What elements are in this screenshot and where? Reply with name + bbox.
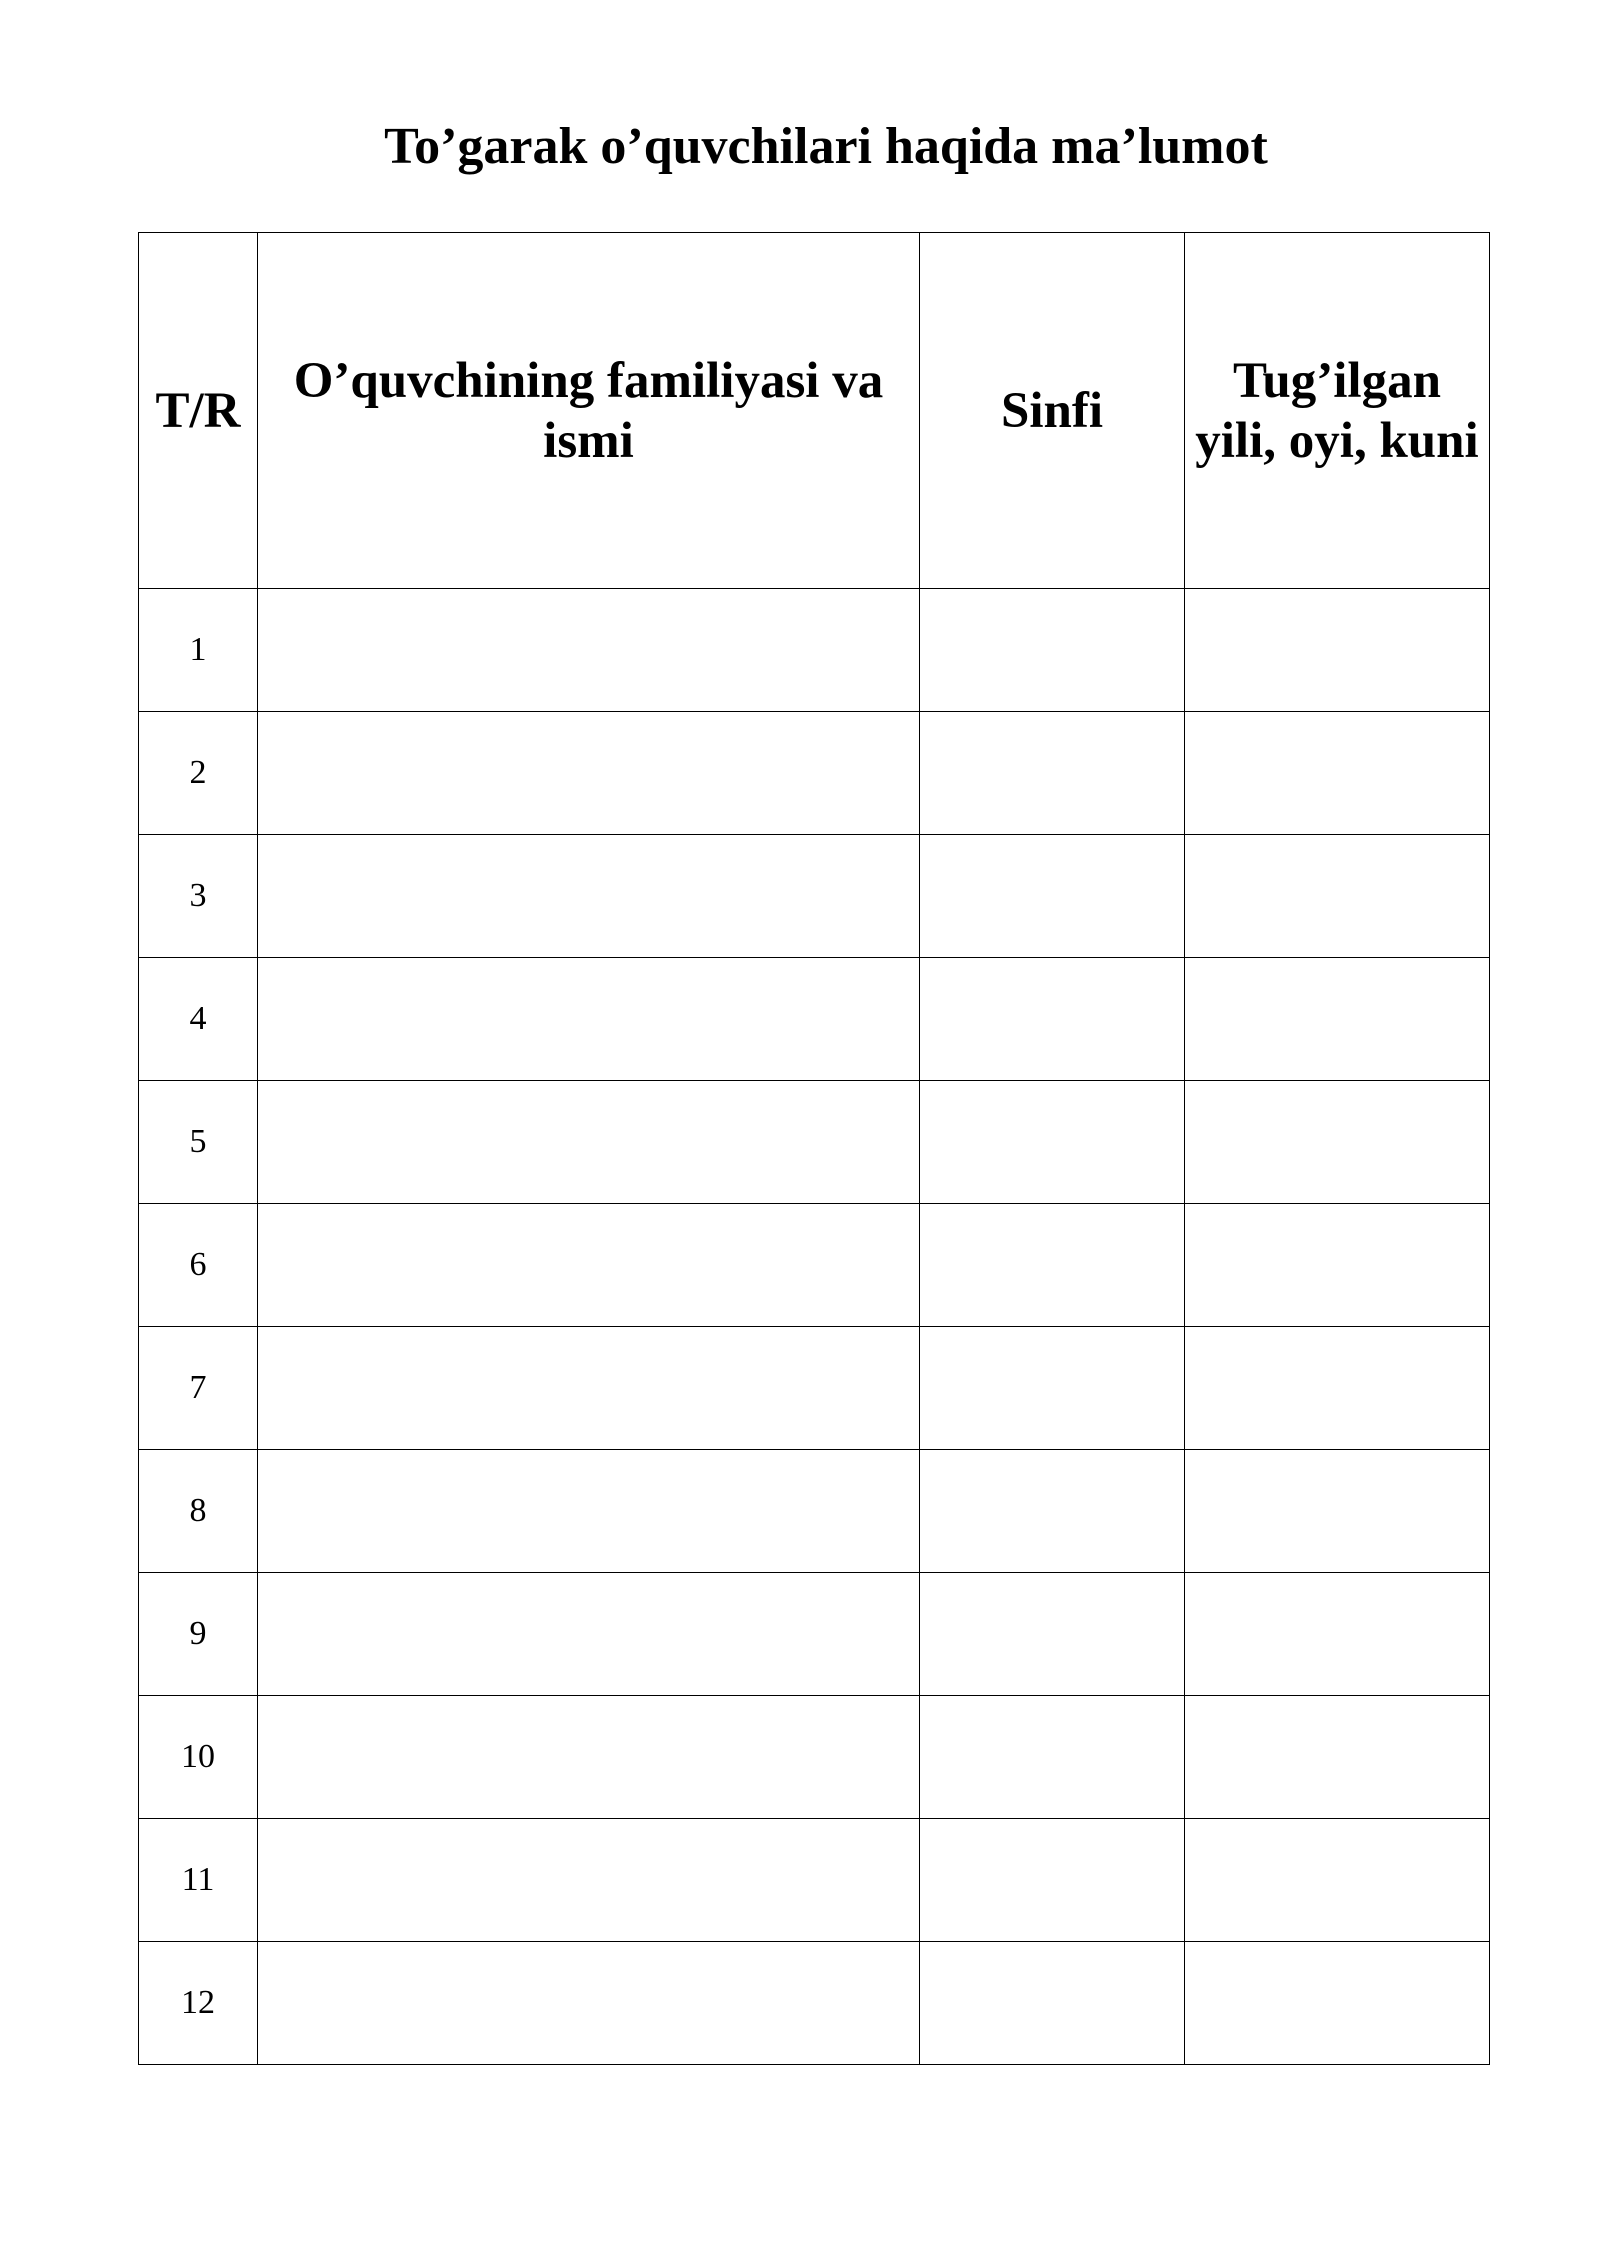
header-full-name: O’quvchining familiyasi va ismi bbox=[258, 233, 920, 589]
class-cell[interactable] bbox=[920, 1327, 1185, 1450]
table-row bbox=[139, 1327, 1490, 1450]
full-name-cell[interactable] bbox=[258, 835, 920, 958]
class-cell[interactable] bbox=[920, 589, 1185, 712]
table-header-row bbox=[139, 233, 1490, 589]
full-name-cell[interactable] bbox=[258, 1204, 920, 1327]
full-name-cell[interactable] bbox=[258, 1696, 920, 1819]
header-class: Sinfi bbox=[920, 233, 1185, 589]
birth-date-cell[interactable] bbox=[1185, 958, 1490, 1081]
table-row bbox=[139, 712, 1490, 835]
table-row bbox=[139, 1696, 1490, 1819]
birth-date-cell[interactable] bbox=[1185, 1942, 1490, 2065]
class-cell[interactable] bbox=[920, 1081, 1185, 1204]
row-number-cell: 10 bbox=[139, 1696, 258, 1819]
row-number-cell: 5 bbox=[139, 1081, 258, 1204]
class-cell[interactable] bbox=[920, 712, 1185, 835]
table-row bbox=[139, 1573, 1490, 1696]
row-number-cell: 6 bbox=[139, 1204, 258, 1327]
full-name-cell[interactable] bbox=[258, 1450, 920, 1573]
birth-date-cell[interactable] bbox=[1185, 589, 1490, 712]
full-name-cell[interactable] bbox=[258, 1573, 920, 1696]
table-row bbox=[139, 1819, 1490, 1942]
row-number-cell: 12 bbox=[139, 1942, 258, 2065]
row-number-cell: 8 bbox=[139, 1450, 258, 1573]
class-cell[interactable] bbox=[920, 1696, 1185, 1819]
row-number-cell: 4 bbox=[139, 958, 258, 1081]
row-number-cell: 3 bbox=[139, 835, 258, 958]
table-row bbox=[139, 589, 1490, 712]
header-birth-date: Tug’ilgan yili, oyi, kuni bbox=[1185, 233, 1490, 589]
row-number-cell: 7 bbox=[139, 1327, 258, 1450]
class-cell[interactable] bbox=[920, 1819, 1185, 1942]
row-number-cell: 11 bbox=[139, 1819, 258, 1942]
row-number-cell: 2 bbox=[139, 712, 258, 835]
full-name-cell[interactable] bbox=[258, 1942, 920, 2065]
class-cell[interactable] bbox=[920, 835, 1185, 958]
header-number: T/R bbox=[139, 233, 258, 589]
full-name-cell[interactable] bbox=[258, 1327, 920, 1450]
birth-date-cell[interactable] bbox=[1185, 1573, 1490, 1696]
class-cell[interactable] bbox=[920, 958, 1185, 1081]
table-row bbox=[139, 1450, 1490, 1573]
class-cell[interactable] bbox=[920, 1942, 1185, 2065]
table-row bbox=[139, 1942, 1490, 2065]
table-row bbox=[139, 958, 1490, 1081]
class-cell[interactable] bbox=[920, 1573, 1185, 1696]
full-name-cell[interactable] bbox=[258, 1081, 920, 1204]
table-row bbox=[139, 1204, 1490, 1327]
students-table bbox=[138, 232, 1490, 2065]
birth-date-cell[interactable] bbox=[1185, 1204, 1490, 1327]
full-name-cell[interactable] bbox=[258, 712, 920, 835]
full-name-cell[interactable] bbox=[258, 958, 920, 1081]
birth-date-cell[interactable] bbox=[1185, 1081, 1490, 1204]
birth-date-cell[interactable] bbox=[1185, 1819, 1490, 1942]
birth-date-cell[interactable] bbox=[1185, 712, 1490, 835]
table-body bbox=[139, 589, 1490, 2065]
class-cell[interactable] bbox=[920, 1204, 1185, 1327]
row-number-cell: 9 bbox=[139, 1573, 258, 1696]
row-number-cell: 1 bbox=[139, 589, 258, 712]
birth-date-cell[interactable] bbox=[1185, 835, 1490, 958]
full-name-cell[interactable] bbox=[258, 589, 920, 712]
class-cell[interactable] bbox=[920, 1450, 1185, 1573]
birth-date-cell[interactable] bbox=[1185, 1696, 1490, 1819]
table-row bbox=[139, 1081, 1490, 1204]
birth-date-cell[interactable] bbox=[1185, 1327, 1490, 1450]
full-name-cell[interactable] bbox=[258, 1819, 920, 1942]
page-title: To’garak o’quvchilari haqida ma’lumot bbox=[384, 118, 1268, 175]
table-row bbox=[139, 835, 1490, 958]
birth-date-cell[interactable] bbox=[1185, 1450, 1490, 1573]
